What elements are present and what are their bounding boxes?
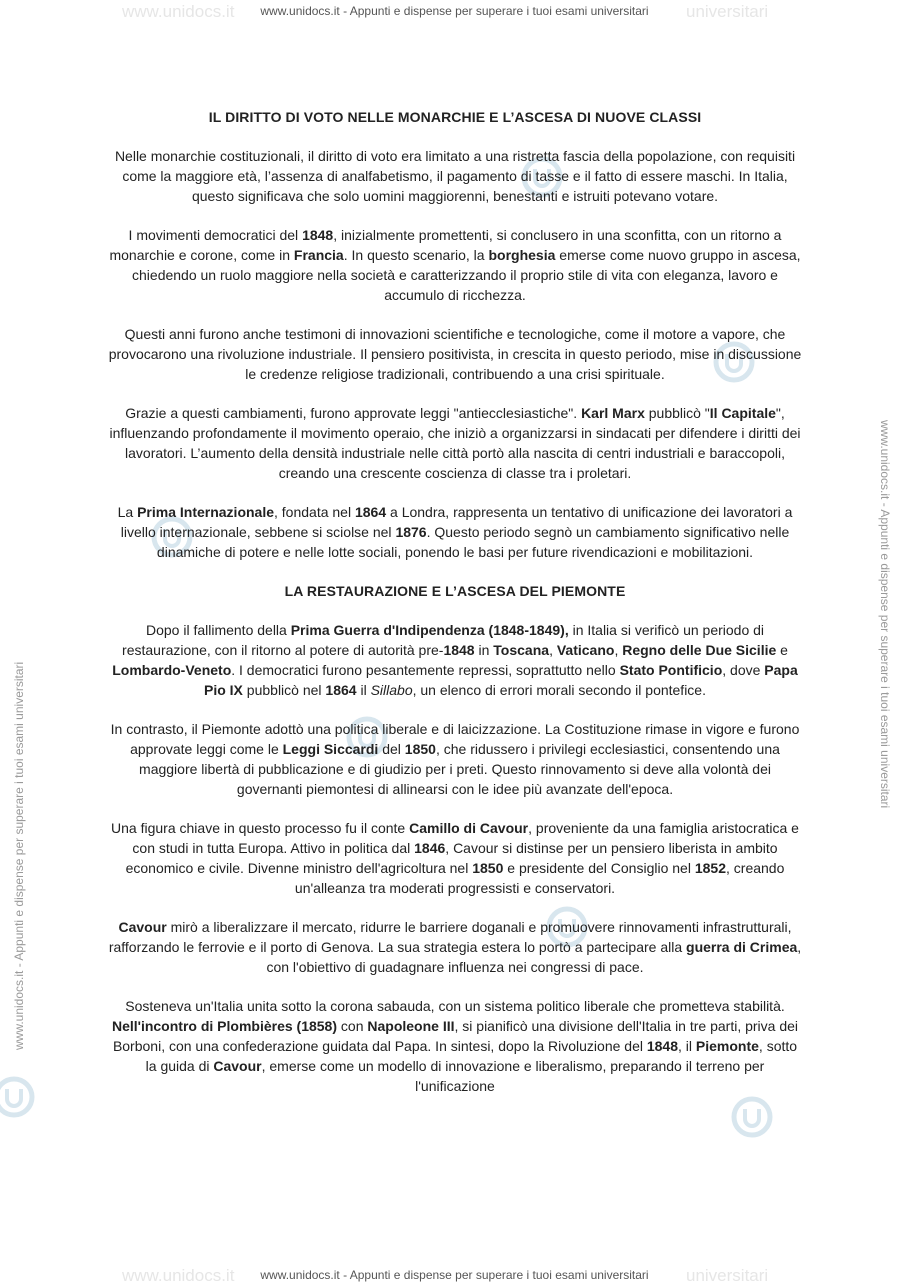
- paragraph-innovazioni: Questi anni furono anche testimoni di innovazioni scientifiche e tecnologiche, come il motore a vapore, che provocarono una rivoluzione industriale. Il pensiero positivista, in crescita in questo periodo, mise in discussione le credenze religiose tradizionali, contribuendo a una crisi spirituale.: [108, 326, 802, 382]
- unidocs-logo-icon: [0, 1075, 36, 1119]
- footer-ghost-right: universitari: [686, 1266, 769, 1285]
- paragraph-prima-internazionale: La Prima Internazionale, fondata nel 1864 a Londra, rappresenta un tentativo di unificazione dei lavoratori a livello internazionale, sebbene si sciolse nel 1876. Questo periodo segnò un cambiamento significativo nelle dinamiche di potere e nelle lotte sociali, ponendo le basi per future rivendicazioni e mobilitazioni.: [117, 504, 793, 560]
- footer-banner-link[interactable]: www.unidocs.it - Appunti e dispense per superare i tuoi esami universitari: [260, 1268, 649, 1282]
- section-title-diritto-di-voto: IL DIRITTO DI VOTO NELLE MONARCHIE E L’ASCESA DI NUOVE CLASSI: [208, 109, 702, 125]
- paragraph-leggi-antiecclesiastiche: Grazie a questi cambiamenti, furono approvate leggi "antiecclesiastiche". Karl Marx pubblicò "Il Capitale", influenzando profondamente il movimento operaio, che iniziò a organizzarsi in sindacati per difendere i diritti dei lavoratori. L’aumento della densità industriale nelle città portò alla nascita di centri industriali e baraccopoli, creando una crescente coscienza di classe tra i proletari.: [109, 405, 801, 481]
- header-ghost-right: universitari: [686, 2, 769, 21]
- header-ghost-left: www.unidocs.it: [122, 2, 235, 21]
- footer-ghost-left: www.unidocs.it: [122, 1266, 235, 1285]
- paragraph-restaurazione: Dopo il fallimento della Prima Guerra d'Indipendenza (1848-1849), in Italia si verificò un periodo di restaurazione, con il ritorno al potere di autorità pre-1848 in Toscana, Vaticano, Regno delle Due Sicilie e Lombardo-Veneto. I democratici furono pesantemente repressi, soprattutto nello Stato Pontificio, dove Papa Pio IX pubblicò nel 1864 il Sillabo, un elenco di errori morali secondo il pontefice.: [112, 622, 798, 698]
- right-side-watermark: www.unidocs.it - Appunti e dispense per superare i tuoi esami universitari: [878, 420, 892, 809]
- document-body: [108, 107, 802, 1115]
- left-side-watermark: www.unidocs.it - Appunti e dispense per superare i tuoi esami universitari: [12, 661, 26, 1050]
- header-banner-link[interactable]: www.unidocs.it - Appunti e dispense per superare i tuoi esami universitari: [260, 4, 649, 18]
- paragraph-italia-unita: Sosteneva un'Italia unita sotto la corona sabauda, con un sistema politico liberale che prometteva stabilità. Nell'incontro di Plombières (1858) con Napoleone III, si pianificò una divisione dell'Italia in tre parti, priva dei Borboni, con una confederazione guidata dal Papa. In sintesi, dopo la Rivoluzione del 1848, il Piemonte, sotto la guida di Cavour, emerse come un modello di innovazione e liberalismo, preparando il terreno per l'unificazione: [111, 998, 799, 1094]
- section-title-restaurazione: LA RESTAURAZIONE E L’ASCESA DEL PIEMONTE: [284, 583, 626, 599]
- paragraph-movimenti-democratici: I movimenti democratici del 1848, inizialmente promettenti, si conclusero in una sconfitta, con un ritorno a monarchie e corone, come in Francia. In questo scenario, la borghesia emerse come nuovo gruppo in ascesa, chiedendo un ruolo maggiore nella società e caratterizzando il proprio stile di vita con eleganza, lavoro e accumulo di ricchezza.: [109, 227, 801, 303]
- paragraph-piemonte-liberale: In contrasto, il Piemonte adottò una politica liberale e di laicizzazione. La Costituzione rimase in vigore e furono approvate leggi come le Leggi Siccardi del 1850, che ridussero i privilegi ecclesiastici, consentendo una maggiore libertà di pubblicazione e di giudizio per i preti. Questo rinnovamento si deve alla volontà dei governanti piemontesi di allinearsi con le idee più avanzate dell'epoca.: [110, 721, 800, 797]
- paragraph-cavour-mercato: Cavour mirò a liberalizzare il mercato, ridurre le barriere doganali e promuovere rinnovamenti infrastrutturali, rafforzando le ferrovie e il porto di Genova. La sua strategia estera lo portò a partecipare alla guerra di Crimea, con l'obiettivo di guadagnare influenza nei congressi di pace.: [108, 919, 802, 975]
- paragraph-cavour-figura: Una figura chiave in questo processo fu il conte Camillo di Cavour, proveniente da una famiglia aristocratica e con studi in tutta Europa. Attivo in politica dal 1846, Cavour si distinse per un pensiero liberista in ambito economico e civile. Divenne ministro dell'agricoltura nel 1850 e presidente del Consiglio nel 1852, creando un'alleanza tra moderati progressisti e conservatori.: [111, 820, 799, 896]
- paragraph-monarchie: Nelle monarchie costituzionali, il diritto di voto era limitato a una ristretta fascia della popolazione, con requisiti come la maggiore età, l’assenza di analfabetismo, il pagamento di tasse e il fatto di essere maschi. In Italia, questo significava che solo uomini maggiorenni, benestanti e istruiti potevano votare.: [114, 148, 796, 204]
